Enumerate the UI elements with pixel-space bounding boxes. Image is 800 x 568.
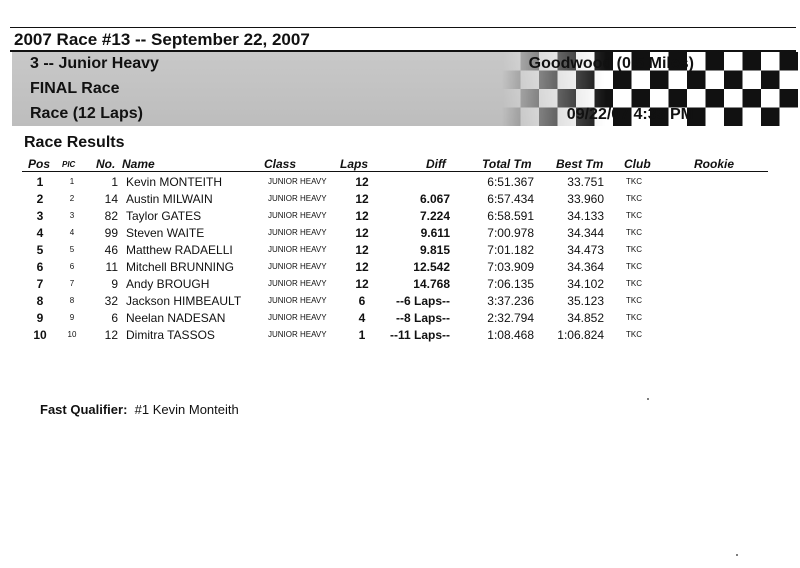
checker-square [632,89,651,108]
row-diff: 7.224 [419,209,450,223]
scan-speck [736,554,738,556]
row-pos: 8 [36,294,44,308]
row-car-number: 9 [111,277,118,291]
row-class: JUNIOR HEAVY [268,211,327,220]
row-diff [380,174,450,190]
row-class: JUNIOR HEAVY [268,296,327,305]
checker-square [502,108,521,127]
race-banner [12,52,798,126]
row-best-time: 34.344 [567,226,604,240]
row-total-time: 3:37.236 [487,294,534,308]
row-pos: 4 [36,226,44,240]
col-header-pos: Pos [28,157,51,171]
row-diff: 14.768 [413,277,450,291]
row-best-time: 34.852 [567,311,604,325]
checker-square [743,108,762,127]
row-club: TKC [626,211,642,220]
row-driver-name: Jackson HIMBEAULT [126,294,242,308]
checker-square [780,108,799,127]
row-best-time: 35.123 [567,294,604,308]
row-pic: 3 [69,211,75,220]
row-pos: 2 [36,192,44,206]
checker-square [706,108,725,127]
col-header-name: Name [122,157,155,171]
track-name: Goodwood (0.5 Miles) [528,55,694,72]
row-car-number: 46 [104,243,118,257]
row-total-time: 2:32.794 [487,311,534,325]
row-car-number: 6 [111,311,118,325]
row-class: JUNIOR HEAVY [268,177,327,186]
col-header-diff: Diff [426,157,446,171]
col-header-total-tm: Total Tm [482,157,532,171]
row-club: TKC [626,262,642,271]
checker-square [780,52,799,71]
row-best-time: 34.133 [567,209,604,223]
row-pic: 5 [69,245,75,254]
col-header-rookie: Rookie [694,157,735,171]
checker-square [687,89,706,108]
row-club: TKC [626,296,642,305]
row-pos: 1 [36,175,44,189]
col-header-best-tm: Best Tm [556,157,604,171]
row-diff: 9.611 [420,226,450,240]
checker-square [743,52,762,71]
row-club: TKC [626,330,642,339]
checker-square [502,52,521,71]
row-diff: 12.542 [413,260,450,274]
checker-square [613,71,632,90]
row-club: TKC [626,194,642,203]
checker-square [539,108,558,127]
row-pos: 9 [36,311,44,325]
row-car-number: 12 [104,328,118,342]
row-pos: 3 [36,209,44,223]
checker-square [761,71,780,90]
row-driver-name: Matthew RADAELLI [126,243,233,257]
checker-square [706,71,725,90]
row-car-number: 99 [104,226,118,240]
row-driver-name: Neelan NADESAN [126,311,226,325]
checker-square [595,71,614,90]
col-header-class: Class [264,157,297,171]
row-total-time: 7:00.978 [487,226,534,240]
row-pic: 1 [69,177,75,186]
checker-square [521,89,540,108]
checker-square [743,89,762,108]
row-laps: 12 [355,192,369,206]
checker-square [576,71,595,90]
row-diff: 9.815 [419,243,450,257]
row-car-number: 1 [111,175,118,189]
checker-square [558,89,577,108]
row-club: TKC [626,245,642,254]
checker-square [502,89,521,108]
checker-square [780,71,799,90]
row-laps: 12 [355,226,369,240]
row-driver-name: Mitchell BRUNNING [126,260,235,274]
results-title: Race Results [24,134,125,151]
row-diff: 6.067 [419,192,450,206]
row-diff: --11 Laps-- [389,328,450,342]
row-class: JUNIOR HEAVY [268,313,327,322]
checker-square [724,71,743,90]
row-club: TKC [626,279,642,288]
row-pos: 5 [36,243,44,257]
checker-square [706,89,725,108]
row-total-time: 6:57.434 [487,192,534,206]
checker-square [687,71,706,90]
fast-qualifier-label: Fast Qualifier: [40,402,128,417]
row-laps: 12 [355,209,369,223]
race-datetime: 09/22/07 4:33 PM [566,106,694,123]
checker-square [724,89,743,108]
row-total-time: 6:51.367 [487,175,534,189]
row-best-time: 34.473 [567,243,604,257]
row-pos: 6 [36,260,44,274]
row-pic: 2 [69,194,75,203]
row-pic: 8 [69,296,75,305]
row-driver-name: Dimitra TASSOS [126,328,215,342]
row-laps: 12 [355,175,369,189]
fast-qualifier-value: #1 Kevin Monteith [134,402,239,417]
checker-square [613,89,632,108]
row-class: JUNIOR HEAVY [268,262,327,271]
race-type: FINAL Race [30,80,120,97]
row-class: JUNIOR HEAVY [268,194,327,203]
row-class: JUNIOR HEAVY [268,245,327,254]
row-diff: --6 Laps-- [396,294,450,308]
row-club: TKC [626,228,642,237]
checker-square [539,89,558,108]
checker-square [669,89,688,108]
checker-square [761,52,780,71]
row-driver-name: Kevin MONTEITH [126,175,223,189]
header-rule [22,171,768,172]
row-total-time: 7:03.909 [487,260,534,274]
row-pic: 4 [69,228,75,237]
col-header-laps: Laps [340,157,369,171]
row-total-time: 7:01.182 [487,243,534,257]
row-total-time: 6:58.591 [487,209,534,223]
row-pic: 10 [67,330,77,339]
row-car-number: 82 [104,209,118,223]
checker-square [724,52,743,71]
row-total-time: 7:06.135 [487,277,534,291]
checker-square [706,52,725,71]
row-laps: 1 [358,328,366,342]
checker-square [724,108,743,127]
row-club: TKC [626,177,642,186]
row-driver-name: Taylor GATES [126,209,202,223]
title-rule-top [10,27,796,28]
row-club: TKC [626,313,642,322]
row-best-time: 34.364 [567,260,604,274]
checker-square [632,71,651,90]
row-pic: 9 [69,313,75,322]
row-class: JUNIOR HEAVY [268,279,327,288]
checker-square [502,71,521,90]
scan-speck [647,398,649,400]
race-title: 2007 Race #13 -- September 22, 2007 [14,30,310,49]
row-car-number: 32 [104,294,118,308]
class-line: 3 -- Junior Heavy [30,55,159,72]
fast-qualifier [40,402,239,417]
laps-line: Race (12 Laps) [30,105,143,122]
checker-square [650,89,669,108]
row-driver-name: Steven WAITE [126,226,205,240]
checker-square [558,71,577,90]
row-class: JUNIOR HEAVY [268,330,327,339]
col-header-pic: PIC [62,160,76,169]
row-laps: 6 [358,294,366,308]
checker-square [761,89,780,108]
col-header-club: Club [624,157,651,171]
row-best-time: 1:06.824 [557,328,604,342]
checker-square [780,89,799,108]
row-pic: 6 [69,262,75,271]
col-header-no: No. [96,157,116,171]
checker-square [539,71,558,90]
row-driver-name: Austin MILWAIN [126,192,213,206]
checker-square [743,71,762,90]
row-laps: 12 [355,243,369,257]
checker-square [521,71,540,90]
row-laps: 12 [355,277,369,291]
checker-square [669,71,688,90]
row-best-time: 33.960 [567,192,604,206]
row-car-number: 11 [105,260,118,274]
row-diff: --8 Laps-- [396,311,450,325]
row-pic: 7 [69,279,75,288]
row-car-number: 14 [104,192,118,206]
row-laps: 4 [358,311,366,325]
checker-square [650,71,669,90]
row-pos: 7 [36,277,44,291]
row-pos: 10 [33,328,47,342]
row-laps: 12 [355,260,369,274]
row-best-time: 33.751 [567,175,604,189]
row-driver-name: Andy BROUGH [126,277,210,291]
checker-square [521,108,540,127]
checker-square [595,89,614,108]
row-class: JUNIOR HEAVY [268,228,327,237]
checker-square [761,108,780,127]
row-total-time: 1:08.468 [487,328,534,342]
checker-square [576,89,595,108]
row-best-time: 34.102 [567,277,604,291]
